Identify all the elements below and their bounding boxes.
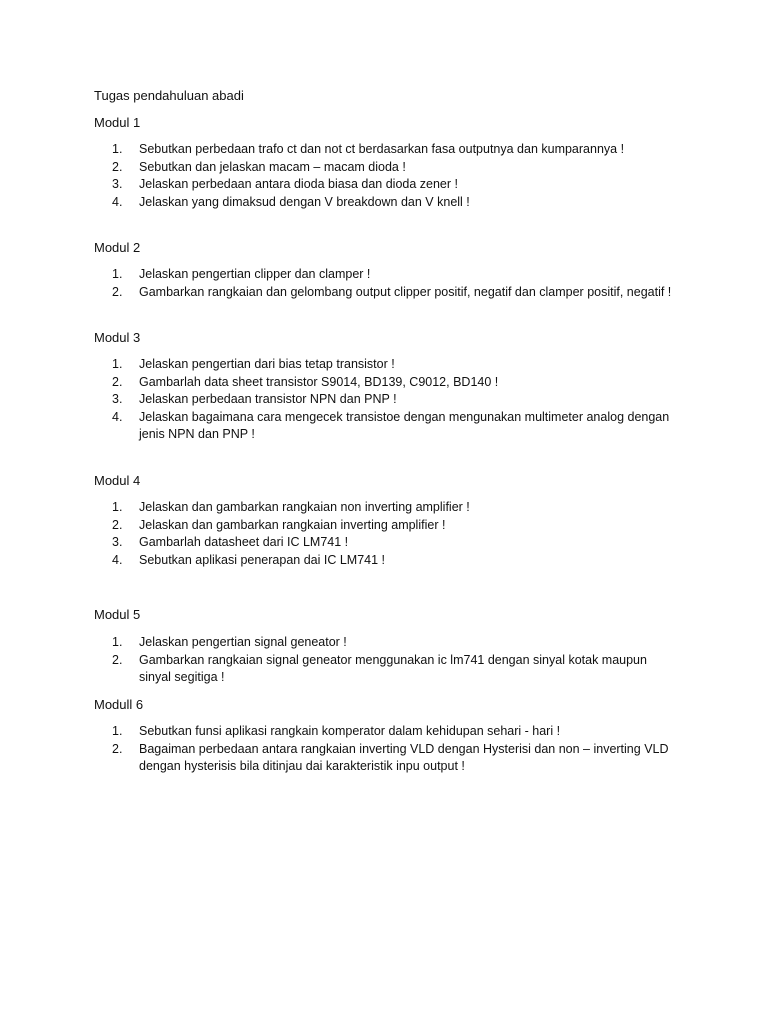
question-item — [112, 741, 672, 776]
question-number: 1. — [112, 357, 123, 371]
question-text: Sebutkan funsi aplikasi rangkain komperator dalam kehidupan sehari - hari ! — [139, 724, 561, 738]
question-text: Gambarkan rangkaian dan gelombang output clipper positif, negatif dan clamper positif, negatif ! — [139, 284, 672, 299]
question-number: 1. — [112, 500, 123, 514]
question-item — [112, 552, 672, 570]
question-text: Gambarkan rangkaian signal geneator menggunakan ic lm741 dengan sinyal kotak maupun sinyal segitiga ! — [139, 652, 647, 685]
question-number: 3. — [112, 392, 123, 407]
question-text: Jelaskan perbedaan transistor NPN dan PNP ! — [139, 392, 397, 407]
question-text: Sebutkan perbedaan trafo ct dan not ct berdasarkan fasa outputnya dan kumparannya ! — [139, 142, 625, 156]
question-text: Sebutkan dan jelaskan macam – macam dioda ! — [139, 159, 406, 174]
question-item — [112, 517, 672, 535]
module-heading-4: Modul 4 — [94, 473, 141, 488]
module-heading-2: Modul 2 — [94, 240, 141, 255]
question-number: 3. — [112, 535, 123, 550]
question-text: Jelaskan pengertian dari bias tetap transistor ! — [139, 357, 395, 371]
question-list-module-1 — [112, 141, 672, 211]
question-number: 2. — [112, 741, 123, 756]
question-item — [112, 284, 672, 302]
question-text: Jelaskan yang dimaksud dengan V breakdown dan V knell ! — [139, 194, 470, 209]
question-text: Jelaskan bagaimana cara mengecek transistoe dengan mengunakan multimeter analog dengan jenis NPN dan PNP ! — [139, 409, 670, 442]
question-number: 1. — [112, 635, 123, 649]
question-item — [112, 391, 672, 409]
question-text: Jelaskan dan gambarkan rangkaian non inverting amplifier ! — [139, 500, 470, 514]
question-item — [112, 534, 672, 552]
question-list-module-4 — [112, 499, 672, 569]
question-list-module-5 — [112, 634, 672, 687]
question-number: 4. — [112, 194, 123, 209]
question-text: Gambarlah datasheet dari IC LM741 ! — [139, 535, 349, 550]
question-item — [112, 141, 672, 159]
question-number: 2. — [112, 652, 123, 667]
question-number: 2. — [112, 374, 123, 389]
question-number: 1. — [112, 267, 123, 281]
module-heading-5: Modul 5 — [94, 607, 141, 622]
question-number: 2. — [112, 284, 123, 299]
question-number: 2. — [112, 159, 123, 174]
question-item — [112, 634, 672, 652]
question-number: 2. — [112, 517, 123, 532]
question-text: Gambarlah data sheet transistor S9014, BD139, C9012, BD140 ! — [139, 374, 499, 389]
question-item — [112, 652, 672, 687]
question-text: Jelaskan dan gambarkan rangkaian inverting amplifier ! — [139, 517, 446, 532]
question-text: Jelaskan perbedaan antara dioda biasa dan dioda zener ! — [139, 177, 458, 192]
question-item — [112, 194, 672, 212]
question-number: 1. — [112, 142, 123, 156]
question-list-module-3 — [112, 356, 672, 444]
module-heading-3: Modul 3 — [94, 330, 141, 345]
question-item — [112, 176, 672, 194]
question-text: Sebutkan aplikasi penerapan dai IC LM741 ! — [139, 552, 385, 567]
question-item — [112, 356, 672, 374]
question-text: Jelaskan pengertian signal geneator ! — [139, 635, 347, 649]
question-number: 3. — [112, 177, 123, 192]
question-number: 4. — [112, 409, 123, 424]
question-list-module-2 — [112, 266, 672, 301]
question-text: Jelaskan pengertian clipper dan clamper ! — [139, 267, 371, 281]
question-item — [112, 266, 672, 284]
question-item — [112, 499, 672, 517]
question-text: Bagaiman perbedaan antara rangkaian inverting VLD dengan Hysterisi dan non – inverting VLD dengan hysterisis bila ditinjau dai karakteristik inpu output ! — [139, 741, 669, 774]
question-item — [112, 409, 672, 444]
question-list-module-6 — [112, 723, 672, 776]
question-item — [112, 723, 672, 741]
question-number: 4. — [112, 552, 123, 567]
question-item — [112, 159, 672, 177]
question-item — [112, 374, 672, 392]
document-title: Tugas pendahuluan abadi — [94, 88, 244, 103]
module-heading-6: Modull 6 — [94, 697, 144, 712]
module-heading-1: Modul 1 — [94, 115, 141, 130]
question-number: 1. — [112, 724, 123, 738]
